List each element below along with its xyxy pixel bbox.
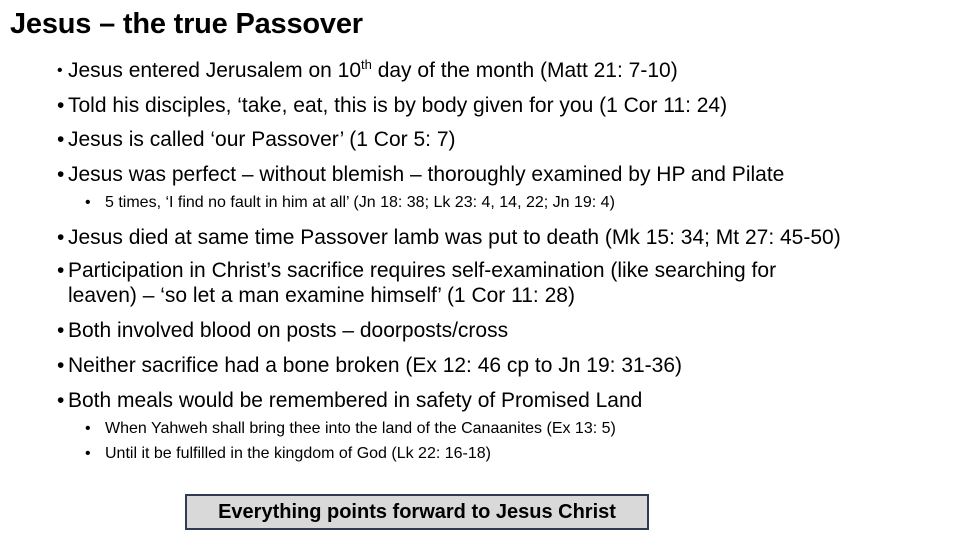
bullet-marker: • [85, 194, 91, 211]
bullet-text: day of the month (Matt 21: 7-10) [371, 59, 678, 82]
bullet-marker: • [57, 389, 65, 412]
bullet-item [57, 127, 456, 152]
bullet-item [57, 225, 841, 250]
sub-bullet-text: When Yahweh shall bring thee into the land of the Canaanites (Ex 13: 5) [105, 420, 616, 437]
bullet-item [57, 388, 643, 413]
bullet-marker: • [57, 94, 65, 117]
bullet-text: Jesus is called ‘our Passover’ (1 Cor 5: 7) [68, 128, 456, 151]
sub-bullet-item [85, 419, 616, 439]
bullet-text: leaven) – ‘so let a man examine himself’ (1 Cor 11: 28) [68, 284, 575, 307]
bullet-text: Told his disciples, ‘take, eat, this is by body given for you (1 Cor 11: 24) [68, 94, 728, 117]
bullet-item [57, 57, 678, 83]
bullet-marker: • [57, 62, 63, 79]
bullet-text: Both meals would be remembered in safety of Promised Land [68, 389, 643, 412]
bullet-marker: • [57, 226, 65, 249]
bullet-marker: • [57, 354, 65, 377]
bullet-item [57, 93, 728, 118]
bullet-marker: • [57, 128, 65, 151]
bullet-text: Jesus entered Jerusalem on 10 [68, 59, 362, 82]
superscript-text: th [361, 57, 372, 72]
bullet-marker: • [57, 259, 65, 282]
sub-bullet-text: 5 times, ‘I find no fault in him at all’ (Jn 18: 38; Lk 23: 4, 14, 22; Jn 19: 4) [105, 194, 615, 211]
bullet-item [57, 353, 683, 378]
bullet-marker: • [85, 445, 91, 462]
bullet-item [57, 258, 777, 283]
sub-bullet-item [85, 444, 491, 464]
sub-bullet-text: Until it be fulfilled in the kingdom of God (Lk 22: 16-18) [105, 445, 491, 462]
slide-title: Jesus – the true Passover [10, 8, 363, 40]
bullet-marker: • [57, 163, 65, 186]
callout-text: Everything points forward to Jesus Christ [218, 500, 616, 523]
bullet-text: Neither sacrifice had a bone broken (Ex 12: 46 cp to Jn 19: 31-36) [68, 354, 683, 377]
bullet-text: Jesus was perfect – without blemish – thoroughly examined by HP and Pilate [68, 163, 785, 186]
sub-bullet-item [85, 193, 615, 213]
bullet-text: Participation in Christ’s sacrifice requires self-examination (like searching for [68, 259, 777, 282]
bullet-marker: • [57, 319, 65, 342]
bullet-marker: • [85, 420, 91, 437]
bullet-text: Jesus died at same time Passover lamb was put to death (Mk 15: 34; Mt 27: 45-50) [68, 226, 841, 249]
bullet-text: Both involved blood on posts – doorposts/cross [68, 319, 509, 342]
bullet-continuation [68, 283, 575, 308]
bullet-item [57, 318, 509, 343]
callout-box [185, 494, 649, 530]
bullet-item [57, 162, 785, 187]
